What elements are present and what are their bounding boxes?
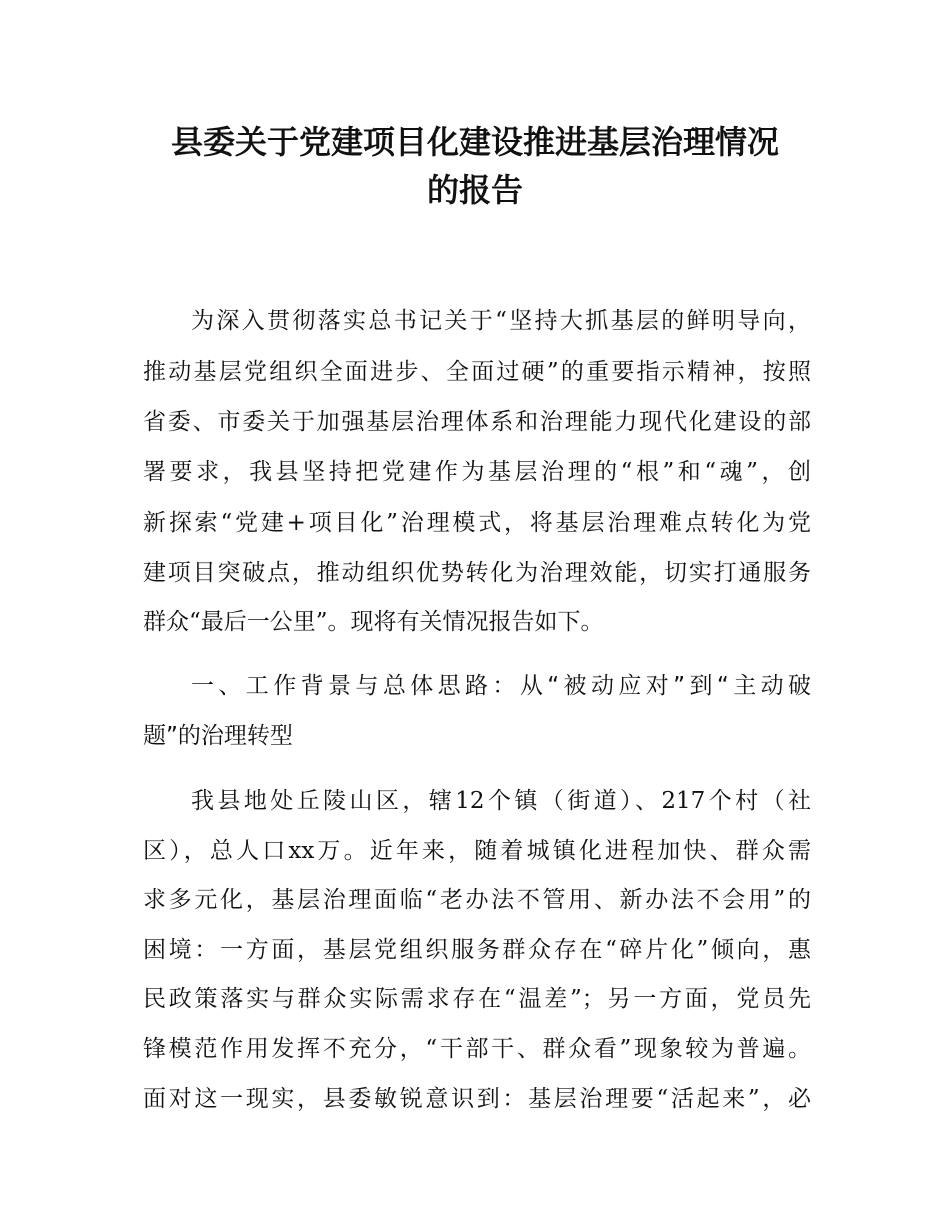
section-heading-1-line-2: 题”的治理转型 <box>143 723 293 749</box>
paragraph-1-line-6: 建项目突破点，推动组织优势转化为治理效能，切实打通服务 <box>143 560 811 586</box>
paragraph-2-line-1: 我县地处丘陵山区，辖12个镇（街道）、217个村（社 <box>191 788 811 814</box>
section-heading-1-title: 从“被动应对”到“主动破 <box>519 673 811 699</box>
section-heading-1-line-1 <box>191 663 811 709</box>
paragraph-1-line-7: 群众“最后一公里”。现将有关情况报告如下。 <box>143 609 604 635</box>
paragraph-2-line-2: 区），总人口xx万。近年来，随着城镇化进程加快、群众需 <box>143 838 811 864</box>
paragraph-2-line-6: 锋模范作用发挥不充分，“干部干、群众看”现象较为普遍。 <box>143 1036 811 1062</box>
paragraph-2-line-4: 困境：一方面，基层党组织服务群众存在“碎片化”倾向，惠 <box>143 937 811 963</box>
paragraph-1-line-3: 省委、市委关于加强基层治理体系和治理能力现代化建设的部 <box>143 409 811 435</box>
document-title-line-2: 的报告 <box>426 171 523 209</box>
paragraph-2-line-5: 民政策落实与群众实际需求存在“温差”；另一方面，党员先 <box>143 986 811 1012</box>
section-heading-1-prefix: 一、工作背景与总体思路： <box>191 673 520 699</box>
paragraph-1-line-4: 署要求，我县坚持把党建作为基层治理的“根”和“魂”，创 <box>143 459 811 485</box>
document-title-line-1: 县委关于党建项目化建设推进基层治理情况 <box>170 123 779 161</box>
paragraph-1-line-5: 新探索“党建+项目化”治理模式，将基层治理难点转化为党 <box>143 510 811 536</box>
paragraph-1-line-1: 为深入贯彻落实总书记关于“坚持大抓基层的鲜明导向， <box>191 308 811 334</box>
paragraph-2-line-7: 面对这一现实，县委敏锐意识到：基层治理要“活起来”，必 <box>143 1086 811 1112</box>
paragraph-2-line-3: 求多元化，基层治理面临“老办法不管用、新办法不会用”的 <box>143 887 811 913</box>
paragraph-1-line-2: 推动基层党组织全面进步、全面过硬”的重要指示精神，按照 <box>143 359 811 385</box>
